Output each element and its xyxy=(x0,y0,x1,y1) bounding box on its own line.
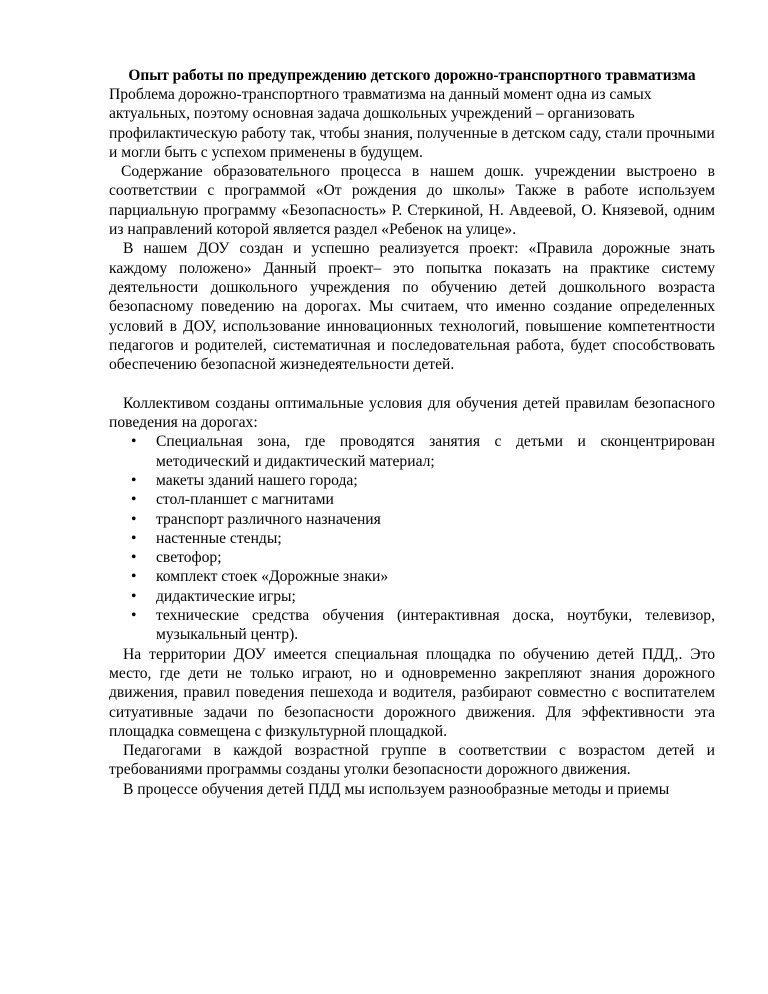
paragraph-1: Проблема дорожно-транспортного травматизма на данный момент одна из самых актуальных, поэтому основная задача дошкольных учреждений – организовать профилактическую работу так, чтобы знания, полученные в детском саду, стали прочными и могли быть с успехом применены в будущем. xyxy=(109,86,715,161)
list-item: • комплект стоек «Дорожные знаки» xyxy=(109,567,715,586)
paragraph-4: Коллективом созданы оптимальные условия для обучения детей правилам безопасного поведения на дорогах: xyxy=(109,394,715,432)
list-item: • настенные стенды; xyxy=(109,529,715,548)
document-page xyxy=(109,66,715,799)
list-item: • технические средства обучения (интерактивная доска, ноутбуки, телевизор, музыкальный центр). xyxy=(109,606,715,645)
paragraph-6: Педагогами в каждой возрастной группе в соответствии с возрастом детей и требованиями программы созданы уголки безопасности дорожного движения. xyxy=(109,742,715,779)
paragraph-5: На территории ДОУ имеется специальная площадка по обучению детей ПДД,. Это место, где дети не только играют, но и одновременно закрепляют знания дорожного движения, правил поведения пешехода и водителя, разбирают совместно с воспитателем ситуативные задачи по безопасности дорожного движения. Для эффективности эта площадка совмещена с физкультурной площадкой. xyxy=(109,645,715,740)
document-title: Опыт работы по предупреждению детского дорожно-транспортного травматизма xyxy=(128,67,696,84)
paragraph-7: В процессе обучения детей ПДД мы используем разнообразные методы и приемы xyxy=(123,780,670,798)
blank-line xyxy=(109,374,715,393)
list-item: • макеты зданий нашего города; xyxy=(109,471,715,490)
list-item: • стол-планшет с магнитами xyxy=(109,490,715,509)
list-item: • светофор; xyxy=(109,548,715,567)
list-item: • транспорт различного назначения xyxy=(109,510,715,529)
list-item: • дидактические игры; xyxy=(109,587,715,606)
conditions-list xyxy=(109,432,715,644)
list-item: • Специальная зона, где проводятся занятия с детьми и сконцентрирован методический и дидактический материал; xyxy=(109,432,715,471)
paragraph-3: В нашем ДОУ создан и успешно реализуется проект: «Правила дорожные знать каждому положено» Данный проект– это попытка показать на практике систему деятельности дошкольного учреждения по обучению детей дошкольного возраста безопасному поведению на дорогах. Мы считаем, что именно создание определенных условий в ДОУ, использование инновационных технологий, повышение компетентности педагогов и родителей, систематичная и последовательная работа, будет способствовать обеспечению безопасной жизнедеятельности детей. xyxy=(109,240,715,374)
paragraph-2: Содержание образовательного процесса в нашем дошк. учреждении выстроено в соответствии с программой «От рождения до школы» Также в работе используем парциальную программу «Безопасность» Р. Стеркиной, Н. Авдеевой, О. Князевой, одним из направлений которой является раздел «Ребенок на улице». xyxy=(109,163,715,239)
